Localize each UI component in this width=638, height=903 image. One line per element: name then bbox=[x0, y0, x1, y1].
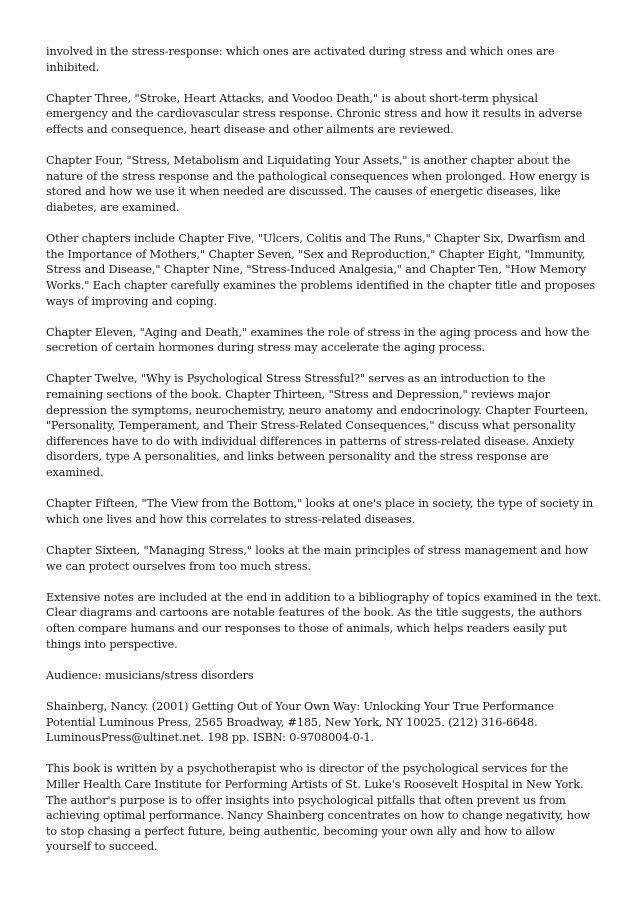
paragraph-chapter-four: Chapter Four, "Stress, Metabolism and Liquidating Your Assets," is another chapter about the nature of the stress response and the pathological consequences when prolonged. How energy is stored and how we use it when needed are discussed. The causes of energetic diseases, like diabetes, are examined. bbox=[46, 154, 590, 214]
paragraph-chapter-eleven: Chapter Eleven, "Aging and Death," examines the role of stress in the aging process and how the secretion of certain hormones during stress may accelerate the aging process. bbox=[46, 325, 590, 355]
paragraph-citation: Shainberg, Nancy. (2001) Getting Out of Your Own Way: Unlocking Your True Performance Potential Luminous Press, 2565 Broadway, #185, New York, NY 10025. (212) 316-6648. LuminousPress@ultinet.net. 198 pp. ISBN: 0-9708004-0-1. bbox=[46, 699, 554, 745]
paragraph-other-chapters: Other chapters include Chapter Five, "Ulcers, Colitis and The Runs," Chapter Six, Dwarfism and the Importance of Mothers," Chapter Seven, "Sex and Reproduction," Chapter Eight, "Immunity, Stress and Disease," Chapter Nine, "Stress-Induced Analgesia," and Chapter Ten, "How Memory Works." Each chapter carefully examines the problems identified in the chapter title and proposes ways of improving and coping. bbox=[46, 232, 596, 308]
paragraph-chapter-twelve: Chapter Twelve, "Why is Psychological Stress Stressful?" serves as an introduction to the remaining sections of the book. Chapter Thirteen, "Stress and Depression," reviews major depression the symptoms, neurochemistry, neuro anatomy and endocrinology. Chapter Fourteen, "Personality, Temperament, and Their Stress-Related Consequences," discuss what personality differences have to do with individual differences in patterns of stress-related disease. Anxiety disorders, type A personalities, and links between personality and the stress response are examined. bbox=[46, 372, 589, 480]
paragraph-notes: Extensive notes are included at the end in addition to a bibliography of topics examined in the text. Clear diagrams and cartoons are notable features of the book. As the title suggests, the authors often compare humans and our responses to those of animals, which helps readers easily put things into perspective. bbox=[46, 590, 602, 651]
paragraph-stress-response: involved in the stress-response: which ones are activated during stress and which ones are inhibited. bbox=[46, 45, 555, 74]
paragraph-book-description: This book is written by a psychotherapist who is director of the psychological services for the Miller Health Care Institute for Performing Artists of St. Luke's Roosevelt Hospital in New York. The author's purpose is to offer insights into psychological pitfalls that often prevent us from achieving optimal performance. Nancy Shainberg concentrates on how to change negativity, how to stop chasing a perfect future, being authentic, becoming your own ally and how to allow yourself to succeed. bbox=[46, 762, 591, 854]
paragraph-chapter-fifteen: Chapter Fifteen, "The View from the Bottom," looks at one's place in society, the type of society in which one lives and how this correlates to stress-related diseases. bbox=[46, 497, 594, 526]
paragraph-audience: Audience: musicians/stress disorders bbox=[46, 668, 254, 682]
paragraph-chapter-sixteen: Chapter Sixteen, "Managing Stress," looks at the main principles of stress management and how we can protect ourselves from too much stress. bbox=[46, 544, 588, 573]
document-page bbox=[46, 44, 602, 870]
paragraph-chapter-three: Chapter Three, "Stroke, Heart Attacks, and Voodoo Death," is about short-term physical emergency and the cardiovascular stress response. Chronic stress and how it results in adverse effects and consequence, heart disease and other ailments are reviewed. bbox=[46, 91, 583, 136]
